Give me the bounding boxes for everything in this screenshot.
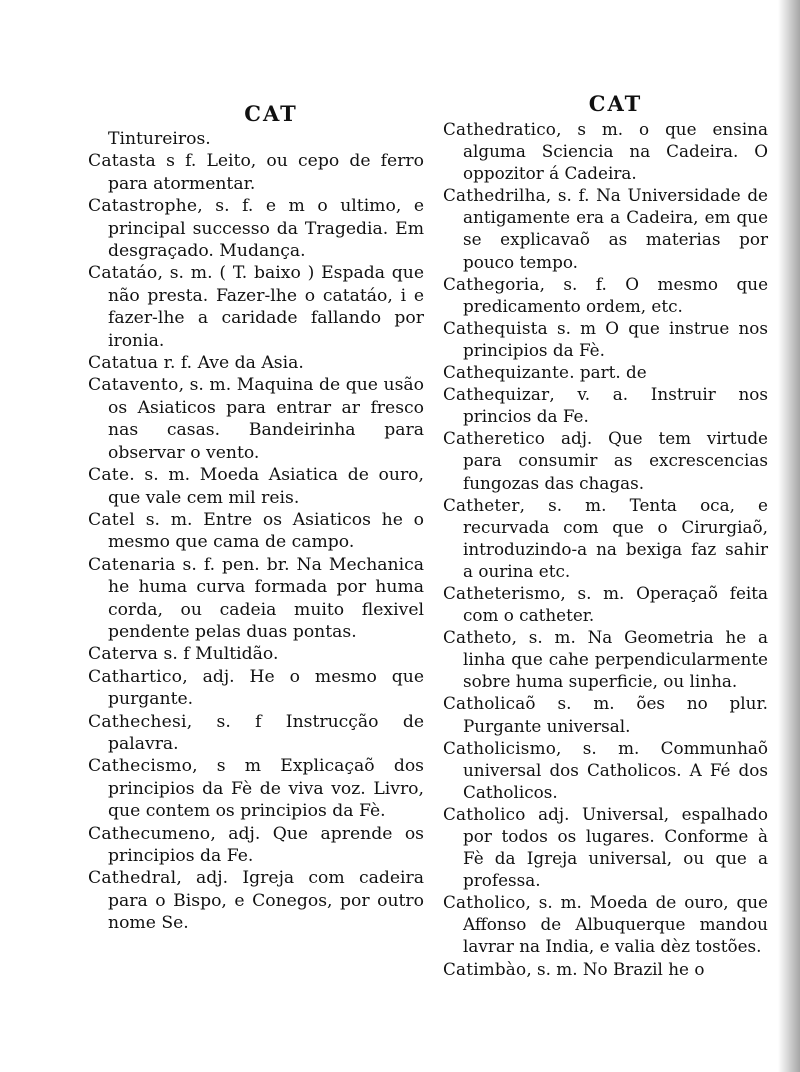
dictionary-entry: Catheter, s. m. Tenta oca, e recurvada com que o Cirurgiaõ, introduzindo-a na bexiga faz sahir a ourina etc. — [443, 494, 768, 581]
entry-headword: Catenaria — [88, 554, 176, 575]
entry-headword: Catatua — [88, 353, 159, 374]
dictionary-entry: Cathequista s. m O que instrue nos principios da Fè. — [443, 317, 768, 360]
entry-headword: Cathequizar — [443, 384, 550, 405]
entry-headword: Cathechesi — [88, 711, 187, 732]
entry-headword: Cate — [88, 465, 130, 486]
dictionary-entry: Cate. s. m. Moeda Asiatica de ouro, que vale cem mil reis. — [88, 465, 424, 508]
dictionary-entry: Catatáo, s. m. ( T. baixo ) Espada que não presta. Fazer-lhe o catatáo, i e fazer-lhe a caridade fallando por ironia. — [88, 263, 424, 351]
entry-headword: Catatáo — [88, 263, 158, 284]
dictionary-entry: Cathedral, adj. Igreja com cadeira para o Bispo, e Conegos, por outro nome Se. — [88, 868, 424, 934]
entry-headword: Cathedratico — [443, 119, 557, 139]
dictionary-entry: Cathequizar, v. a. Instruir nos princios da Fe. — [443, 384, 768, 427]
right-column — [443, 91, 768, 980]
entry-headword: Catholicaõ — [443, 693, 536, 714]
running-header-left: CAT — [244, 101, 298, 126]
dictionary-entry: Catasta s f. Leito, ou cepo de ferro para atormentar. — [88, 151, 424, 194]
entry-headword: Catholico — [443, 892, 526, 913]
entry-headword: Cathequista — [443, 317, 548, 338]
dictionary-entry: Cathecumeno, adj. Que aprende os principios da Fe. — [88, 823, 424, 866]
entry-headword: Cathecumeno — [88, 823, 211, 844]
entry-headword: Catel — [88, 509, 135, 530]
dictionary-entry: Cathequizante. part. de — [443, 362, 647, 383]
dictionary-entry: Catholico, s. m. Moeda de ouro, que Affonso de Albuquerque mandou lavrar na India, e valia dèz tostões. — [443, 892, 768, 957]
dictionary-entry: Catenaria s. f. pen. br. Na Mechanica he huma curva formada por huma corda, ou cadeia muito flexivel pendente pelas duas pontas. — [88, 554, 424, 642]
entry-headword: Catheto — [443, 627, 512, 648]
entry-headword: Catimbào — [443, 958, 527, 979]
dictionary-entry: Catholicaõ s. m. ões no plur. Purgante universal. — [443, 693, 768, 736]
dictionary-entry: Catavento, s. m. Maquina de que usão os Asiaticos para entrar ar fresco nas casas. Bandeirinha para observar o vento. — [88, 375, 424, 463]
entry-headword: Caterva — [88, 644, 159, 665]
dictionary-entry: Catholicismo, s. m. Communhaõ universal dos Catholicos. A Fé dos Catholicos. — [443, 737, 768, 802]
dictionary-entry: Caterva s. f Multidão. — [88, 644, 279, 665]
dictionary-entry: Cathechesi, s. f Instrucção de palavra. — [88, 711, 424, 754]
dictionary-entry: Catholico adj. Universal, espalhado por todos os lugares. Conforme à Fè da Igreja universal, ou que a professa. — [443, 803, 768, 891]
entry-headword: Catavento — [88, 375, 179, 396]
dictionary-entry: Catheretico adj. Que tem virtude para consumir as excrescencias fungozas das chagas. — [443, 428, 768, 493]
entry-headword: Cathecismo — [88, 756, 193, 777]
dictionary-entry: Catel s. m. Entre os Asiaticos he o mesmo que cama de campo. — [88, 509, 424, 553]
entry-headword: Catheretico — [443, 428, 546, 449]
dictionary-entry: Cathartico, adj. He o mesmo que purgante. — [88, 666, 424, 710]
entry-headword: Catheterismo — [443, 582, 561, 603]
entry-headword: Cathedrilha — [443, 185, 546, 206]
dictionary-entry: Cathedratico, s m. o que ensina alguma Sciencia na Cadeira. O oppozitor á Cadeira. — [443, 119, 768, 184]
left-column — [88, 100, 424, 935]
entry-headword: Cathegoria — [443, 273, 540, 294]
entry-headword: Catholicismo — [443, 737, 557, 758]
entry-headword: Catasta — [88, 151, 156, 172]
entry-headword: Catastrophe — [88, 196, 198, 217]
dictionary-entry: Catheterismo, s. m. Operaçaõ feita com o catheter. — [443, 582, 768, 626]
dictionary-entry: Cathedrilha, s. f. Na Universidade de antigamente era a Cadeira, em que se explicavaõ as materias por pouco tempo. — [443, 185, 768, 272]
entry-headword: Catholico — [443, 803, 526, 824]
entry-headword: Catheter — [443, 494, 520, 515]
page-edge-shadow — [778, 0, 800, 1072]
dictionary-entry: Tintureiros. — [108, 129, 211, 149]
entry-headword: Cathedral — [88, 868, 177, 889]
dictionary-entry: Catastrophe, s. f. e m o ultimo, e principal successo da Tragedia. Em desgraçado. Mudança. — [88, 196, 424, 262]
dictionary-entry: Catatua r. f. Ave da Asia. — [88, 353, 304, 374]
dictionary-entry: Catimbào, s. m. No Brazil he o — [443, 958, 705, 979]
entry-headword: Cathartico — [88, 666, 183, 687]
dictionary-entry: Catheto, s. m. Na Geometria he a linha que cahe perpendicularmente sobre huma superficie, ou linha. — [443, 627, 768, 692]
entry-headword: Cathequizante — [443, 362, 570, 383]
dictionary-entry: Cathegoria, s. f. O mesmo que predicamento ordem, etc. — [443, 273, 768, 316]
running-header-right: CAT — [588, 91, 643, 116]
dictionary-entry: Cathecismo, s m Explicaçaõ dos principios da Fè de viva voz. Livro, que contem os principios da Fè. — [88, 756, 424, 822]
